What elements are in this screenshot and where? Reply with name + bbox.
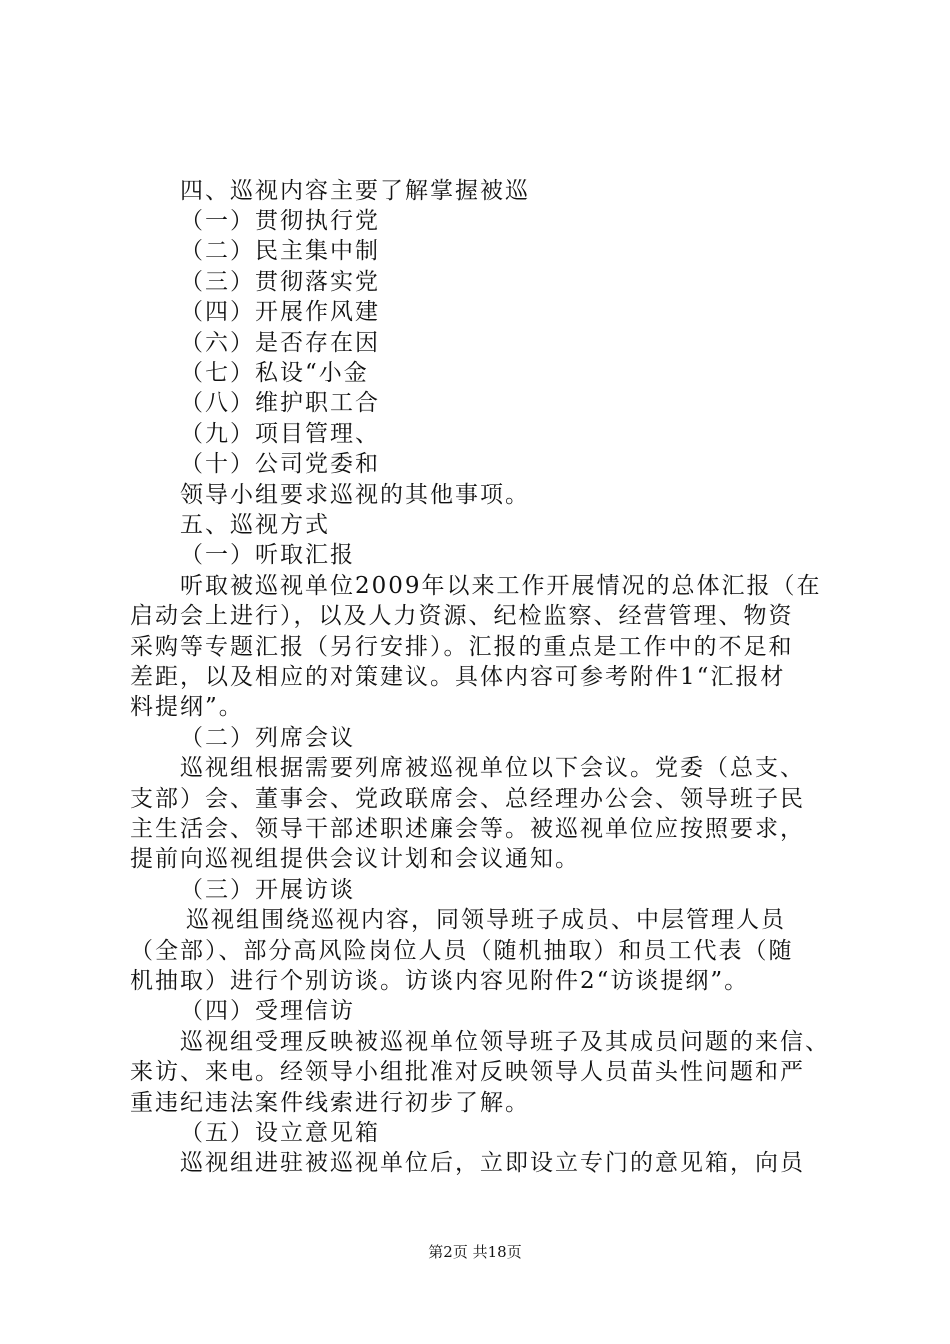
paragraph-line: （全部）、部分高风险岗位人员（随机抽取）和员工代表（随: [130, 938, 794, 964]
list-item: （六）是否存在因: [180, 330, 380, 356]
paragraph-line: 听取被巡视单位2009年以来工作开展情况的总体汇报（在: [180, 573, 822, 599]
paragraph-line: 巡视组进驻被巡视单位后，立即设立专门的意见箱，向员: [180, 1150, 805, 1176]
list-item: （十）公司党委和: [180, 451, 380, 477]
section-heading-4: 四、巡视内容主要了解掌握被巡: [180, 178, 530, 204]
paragraph-line: 重违纪违法案件线索进行初步了解。: [130, 1090, 530, 1116]
list-item: （九）项目管理、: [180, 421, 380, 447]
paragraph-line: 巡视组根据需要列席被巡视单位以下会议。党委（总支、: [180, 755, 805, 781]
paragraph-line: 采购等专题汇报（另行安排）。汇报的重点是工作中的不足和: [130, 634, 794, 660]
paragraph-line: 机抽取）进行个别访谈。访谈内容见附件2“访谈提纲”。: [130, 968, 750, 994]
page-number: 第2页 共18页: [428, 1243, 522, 1261]
list-item: （七）私设“小金: [180, 360, 369, 386]
paragraph-line: 主生活会、领导干部述职述廉会等。被巡视单位应按照要求，: [130, 816, 805, 842]
paragraph-line: 提前向巡视组提供会议计划和会议通知。: [130, 846, 580, 872]
paragraph-line: 巡视组围绕巡视内容，同领导班子成员、中层管理人员: [186, 907, 786, 933]
list-item: （二）民主集中制: [180, 238, 380, 264]
section-heading-5: 五、巡视方式: [180, 512, 330, 538]
subheading: （五）设立意见箱: [180, 1120, 380, 1146]
paragraph-line: 来访、来电。经领导小组批准对反映领导人员苗头性问题和严: [130, 1059, 805, 1085]
subheading: （一）听取汇报: [180, 542, 355, 568]
paragraph-line: 料提纲”。: [130, 694, 244, 720]
paragraph-line: 支部）会、董事会、党政联席会、总经理办公会、领导班子民: [130, 786, 805, 812]
subheading: （四）受理信访: [180, 998, 355, 1024]
paragraph-line: 差距，以及相应的对策建议。具体内容可参考附件1“汇报材: [130, 664, 786, 690]
paragraph-line: 巡视组受理反映被巡视单位领导班子及其成员问题的来信、: [180, 1029, 830, 1055]
paragraph-line: 领导小组要求巡视的其他事项。: [180, 482, 530, 508]
list-item: （三）贯彻落实党: [180, 269, 380, 295]
list-item: （四）开展作风建: [180, 299, 380, 325]
subheading: （二）列席会议: [180, 725, 355, 751]
list-item: （一）贯彻执行党: [180, 208, 380, 234]
paragraph-line: 启动会上进行），以及人力资源、纪检监察、经营管理、物资: [130, 603, 794, 629]
list-item: （八）维护职工合: [180, 390, 380, 416]
subheading: （三）开展访谈: [180, 877, 355, 903]
